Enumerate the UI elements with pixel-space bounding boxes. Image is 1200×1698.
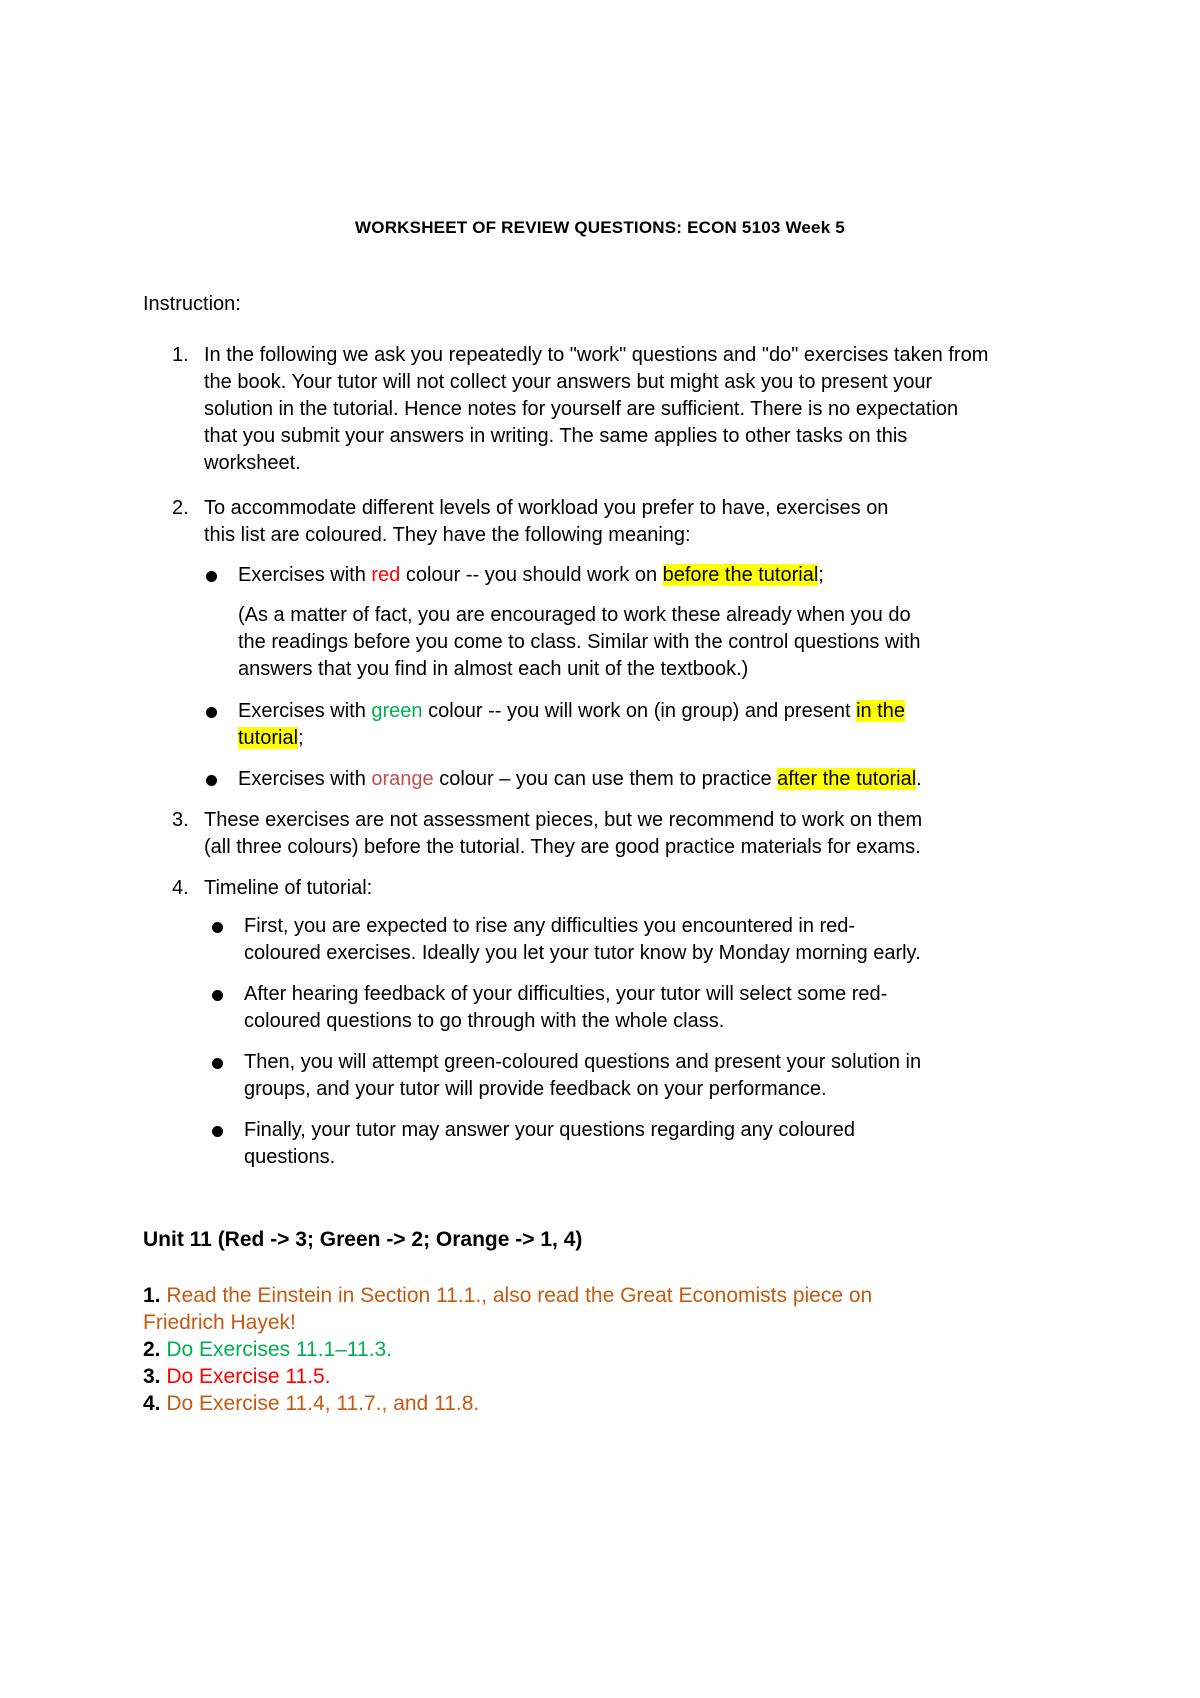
bullet-icon (212, 990, 223, 1001)
highlighted-text: in the (856, 700, 905, 722)
text-line: answers that you find in almost each unit of the textbook.) (238, 658, 749, 680)
timeline-bullet-4 (244, 1117, 1024, 1171)
bullet-icon (212, 1126, 223, 1137)
page-title: WORKSHEET OF REVIEW QUESTIONS: ECON 5103 Week 5 (355, 218, 845, 237)
text-line: (As a matter of fact, you are encouraged to work these already when you do (238, 604, 911, 626)
text-line: These exercises are not assessment pieces, but we recommend to work on them (204, 809, 923, 831)
bullet-text: Exercises with (238, 564, 372, 586)
list-text (204, 342, 1084, 477)
instruction-label: Instruction: (143, 293, 241, 315)
text-line: questions. (244, 1146, 336, 1168)
task-number: 4. (143, 1392, 161, 1415)
red-word: red (371, 564, 401, 586)
unit-task-1 (143, 1282, 1043, 1336)
text-line: this list are coloured. They have the following meaning: (204, 524, 691, 546)
list-text (204, 875, 1084, 902)
red-note (238, 602, 1018, 683)
text-line: the readings before you come to class. Similar with the control questions with (238, 631, 921, 653)
red-colour-bullet (238, 562, 1018, 589)
list-text (204, 807, 1084, 861)
timeline-bullet-2 (244, 981, 1024, 1035)
task-text: Do Exercise 11.4, 11.7., and 11.8. (166, 1392, 480, 1415)
highlighted-text: after the tutorial (777, 768, 917, 790)
orange-colour-bullet (238, 766, 1018, 793)
bullet-icon (212, 1058, 223, 1069)
text-line: To accommodate different levels of workload you prefer to have, exercises on (204, 497, 889, 519)
bullet-text: . (916, 768, 922, 790)
bullet-text: Exercises with (238, 700, 372, 722)
text-line: After hearing feedback of your difficulties, your tutor will select some red- (244, 983, 888, 1005)
task-text: Do Exercise 11.5. (166, 1365, 331, 1388)
task-number: 2. (143, 1338, 161, 1361)
task-text: Friedrich Hayek! (143, 1311, 296, 1334)
green-word: green (371, 700, 423, 722)
text-line: In the following we ask you repeatedly to "work" questions and "do" exercises taken from (204, 344, 989, 366)
bullet-text: Exercises with (238, 768, 372, 790)
text-line: the book. Your tutor will not collect your answers but might ask you to present your (204, 371, 933, 393)
text-line: Then, you will attempt green-coloured questions and present your solution in (244, 1051, 922, 1073)
bullet-icon (212, 922, 223, 933)
bullet-icon (206, 775, 217, 786)
highlighted-text: before the tutorial (662, 564, 819, 586)
bullet-text: ; (818, 564, 824, 586)
list-number: 1. (172, 344, 189, 366)
unit-task-2 (143, 1336, 1043, 1363)
unit-heading: Unit 11 (Red -> 3; Green -> 2; Orange -> 1, 4) (143, 1228, 583, 1251)
task-text: Read the Einstein in Section 11.1., also read the Great Economists piece on (166, 1284, 873, 1307)
text-line: worksheet. (204, 452, 301, 474)
bullet-icon (206, 571, 217, 582)
text-line: First, you are expected to rise any difficulties you encountered in red- (244, 915, 856, 937)
text-line: groups, and your tutor will provide feedback on your performance. (244, 1078, 827, 1100)
bullet-text: ; (298, 727, 304, 749)
timeline-bullet-1 (244, 913, 1024, 967)
text-line: coloured questions to go through with the whole class. (244, 1010, 725, 1032)
task-text: Do Exercises 11.1–11.3. (166, 1338, 393, 1361)
list-number: 2. (172, 497, 189, 519)
orange-word: orange (371, 768, 434, 790)
task-number: 3. (143, 1365, 161, 1388)
highlighted-text: tutorial (238, 727, 299, 749)
bullet-icon (206, 707, 217, 718)
unit-task-4 (143, 1390, 1043, 1417)
bullet-text: colour -- you should work on (400, 564, 663, 586)
bullet-text: colour – you can use them to practice (433, 768, 778, 790)
list-number: 3. (172, 809, 189, 831)
text-line: Finally, your tutor may answer your questions regarding any coloured (244, 1119, 856, 1141)
text-line: Timeline of tutorial: (204, 877, 373, 899)
text-line: coloured exercises. Ideally you let your tutor know by Monday morning early. (244, 942, 921, 964)
bullet-text: colour -- you will work on (in group) and present (422, 700, 857, 722)
green-colour-bullet (238, 698, 1018, 752)
list-text (204, 495, 1084, 549)
unit-task-3 (143, 1363, 1043, 1390)
text-line: solution in the tutorial. Hence notes for yourself are sufficient. There is no expectation (204, 398, 959, 420)
text-line: that you submit your answers in writing. The same applies to other tasks on this (204, 425, 908, 447)
text-line: (all three colours) before the tutorial. They are good practice materials for exams. (204, 836, 921, 858)
task-number: 1. (143, 1284, 161, 1307)
list-number: 4. (172, 877, 189, 899)
timeline-bullet-3 (244, 1049, 1024, 1103)
